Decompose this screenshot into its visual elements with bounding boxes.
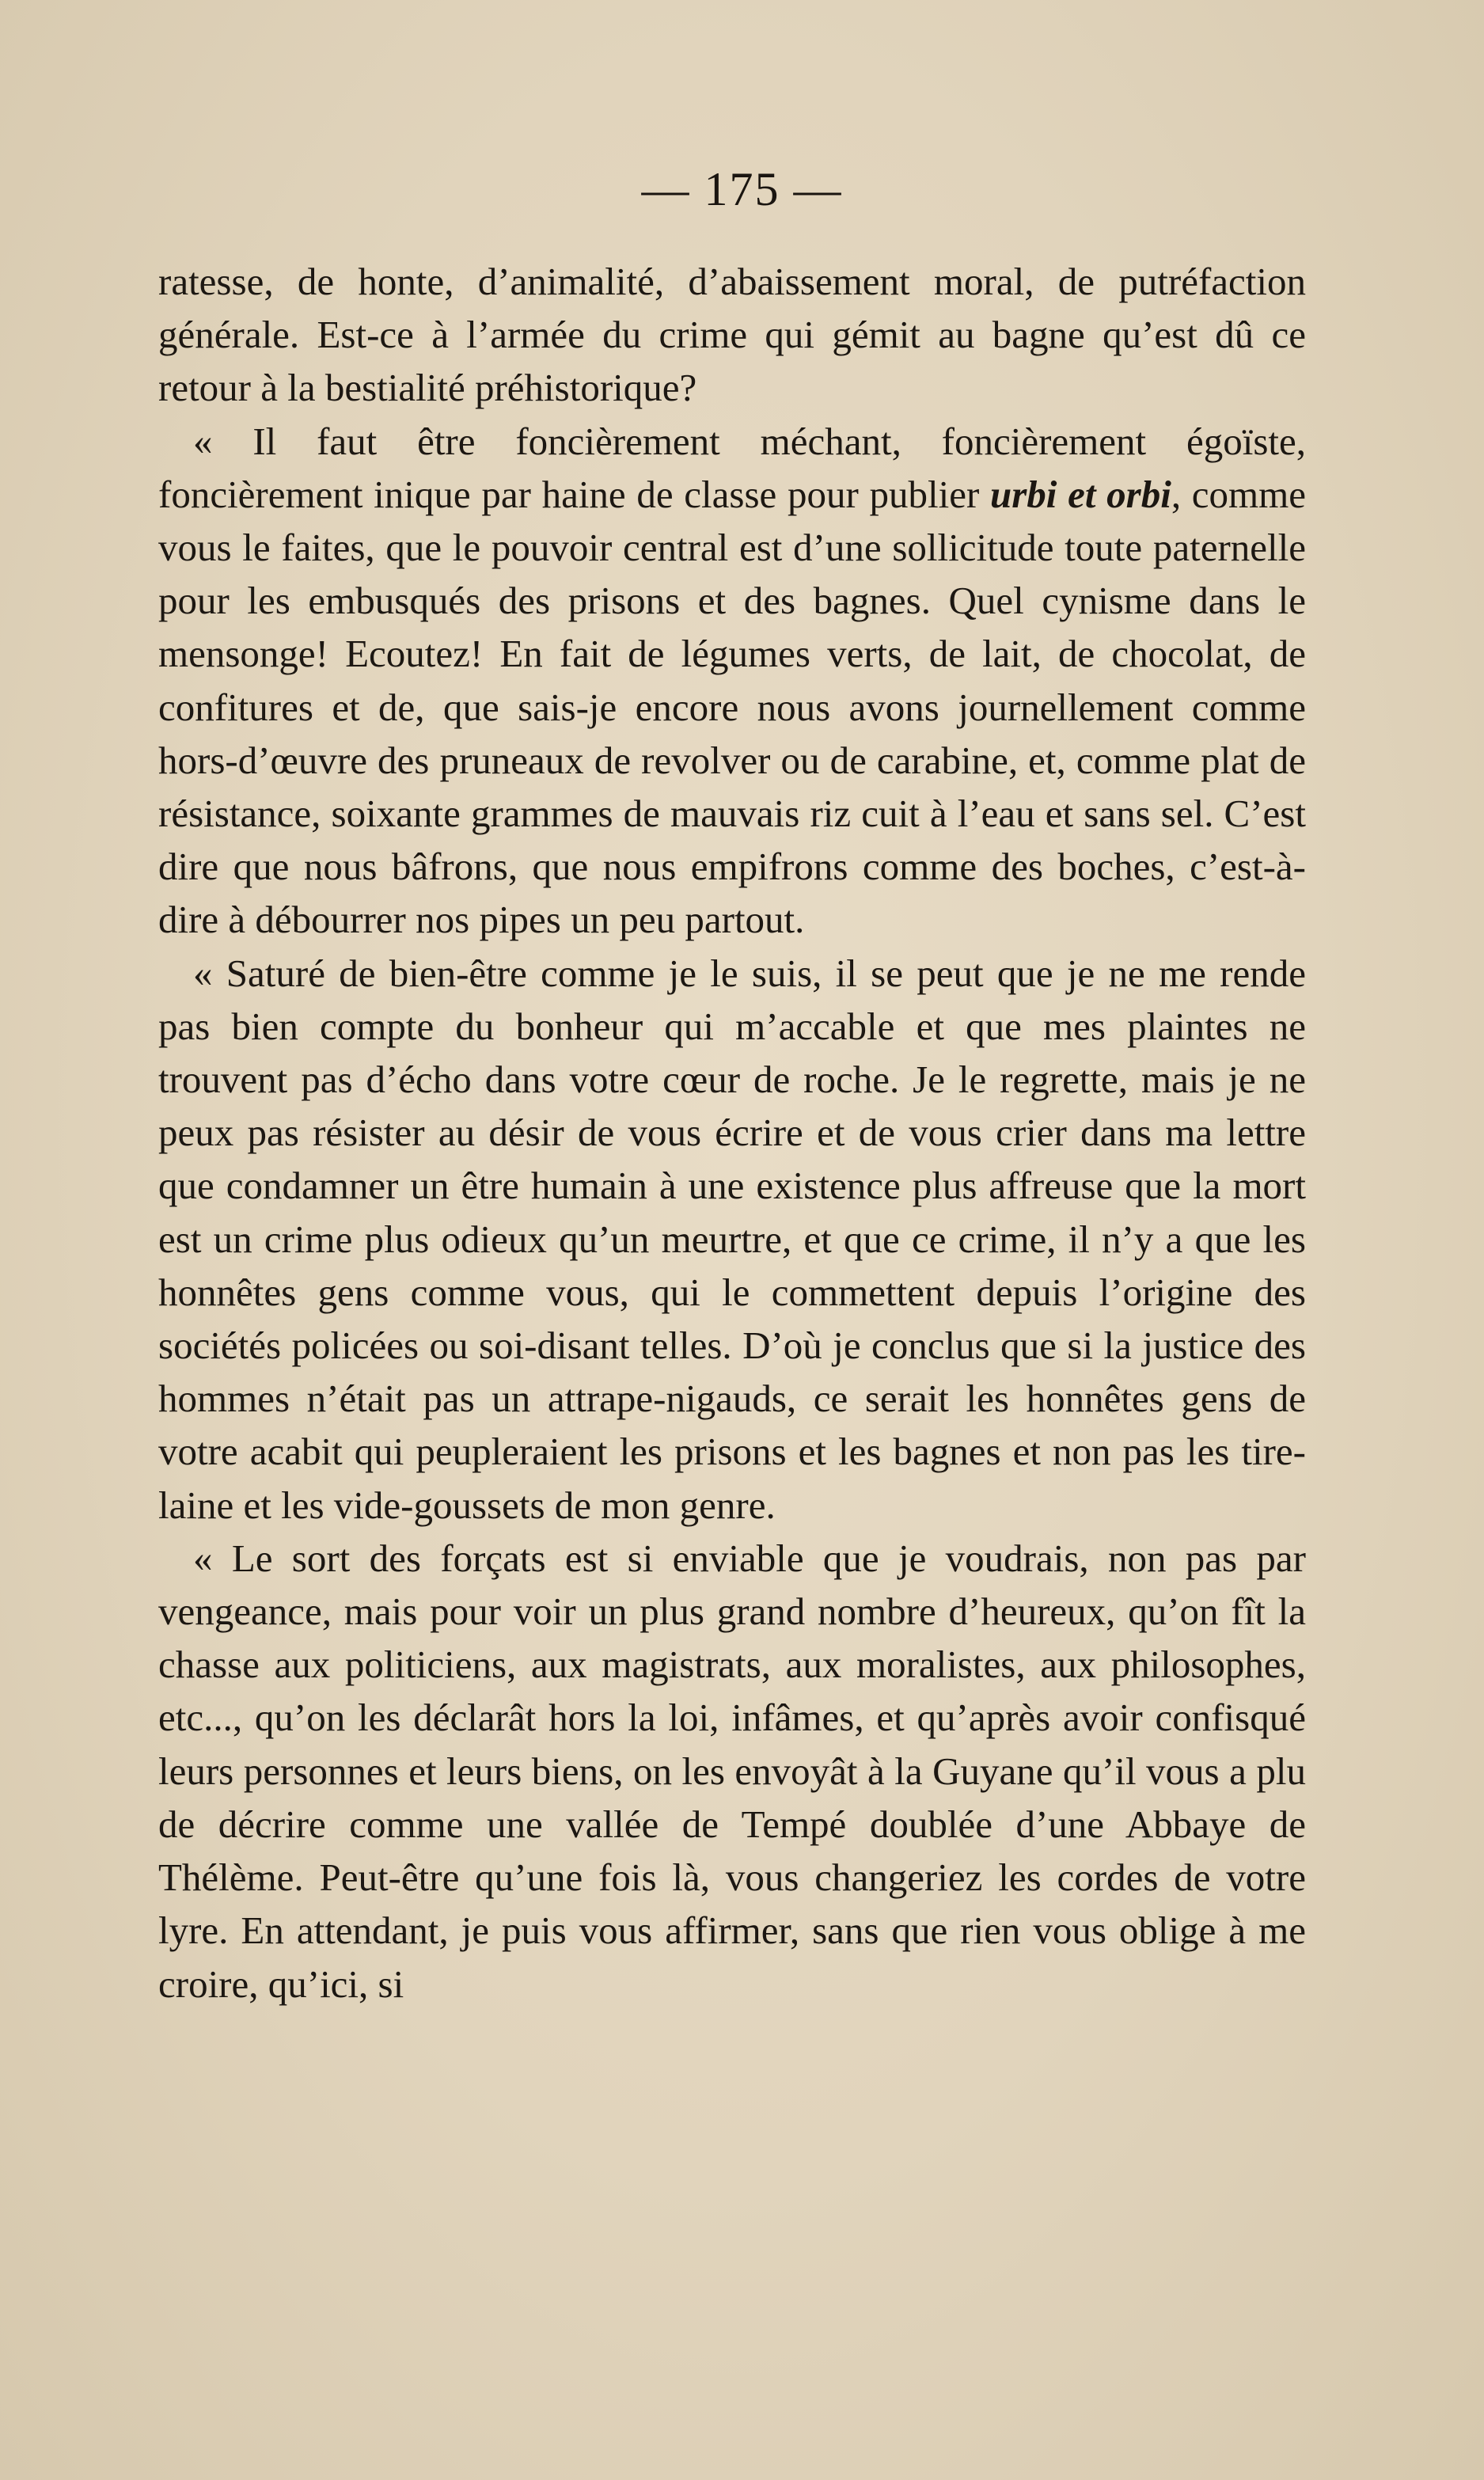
paragraph bbox=[158, 1532, 1306, 2011]
text-segment: « Saturé de bien-être comme je le suis, il se peut que je ne me rende pas bien compte du bonheur qui m’accable et que mes plaintes ne trouvent pas d’écho dans votre cœur de roche. Je le regrette, mais je ne peux pas résister au désir de vous écrire et de vous crier dans ma lettre que condamner un être humain à une existence plus affreuse que la mort est un crime plus odieux qu’un meurtre, et que ce crime, il n’y a que les honnêtes gens comme vous, qui le commettent depuis l’origine des sociétés policées ou soi-disant telles. D’où je conclus que si la justice des hommes n’était pas un attrape-nigauds, ce serait les honnêtes gens de votre acabit qui peupleraient les prisons et les bagnes et non pas les tire-laine et les vide-goussets de mon genre. bbox=[158, 951, 1306, 1527]
text-segment: , comme vous le faites, que le pouvoir central est d’une sollicitude toute paternelle pour les embusqués des prisons et des bagnes. Quel cynisme dans le mensonge! Ecoutez! En fait de légumes verts, de lait, de chocolat, de confitures et de, que sais-je encore nous avons journellement comme hors-d’œuvre des pruneaux de revolver ou de carabine, et, comme plat de résistance, soixante grammes de mauvais riz cuit à l’eau et sans sel. C’est dire que nous bâfrons, que nous empifrons comme des boches, c’est-à-dire à débourrer nos pipes un peu partout. bbox=[158, 472, 1306, 942]
paragraph bbox=[158, 415, 1306, 947]
body-text bbox=[158, 255, 1306, 2011]
paragraph bbox=[158, 255, 1306, 415]
text-segment: ratesse, de honte, d’animalité, d’abaissement moral, de putréfaction générale. Est-ce à l’armée du crime qui gémit au bagne qu’est dû ce retour à la bestialité préhistorique? bbox=[158, 260, 1306, 410]
text-segment: « Il faut être foncièrement méchant, foncièrement égoïste, foncièrement inique par haine de classe pour publier bbox=[158, 419, 1306, 516]
page-number: — 175 — bbox=[641, 163, 843, 215]
text-segment: « Le sort des forçats est si enviable que je voudrais, non pas par vengeance, mais pour voir un plus grand nombre d’heureux, qu’on fît la chasse aux politiciens, aux magistrats, aux moralistes, aux philosophes, etc..., qu’on les déclarât hors la loi, infâmes, et qu’après avoir confisqué leurs personnes et leurs biens, on les envoyât à la Guyane qu’il vous a plu de décrire comme une vallée de Tempé doublée d’une Abbaye de Thélème. Peut-être qu’une fois là, vous changeriez les cordes de votre lyre. En attendant, je puis vous affirmer, sans que rien vous oblige à me croire, qu’ici, si bbox=[158, 1536, 1306, 2006]
paragraph bbox=[158, 947, 1306, 1532]
italic-phrase: urbi et orbi bbox=[989, 472, 1171, 516]
